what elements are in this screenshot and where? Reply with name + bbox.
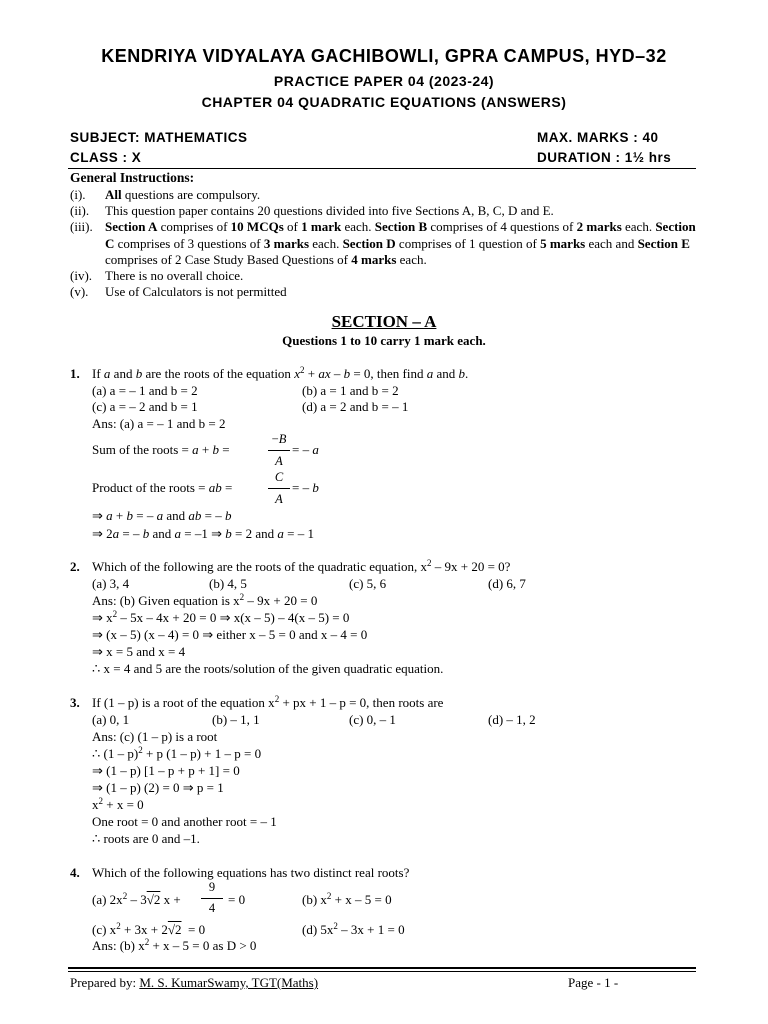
school-name: KENDRIYA VIDYALAYA GACHIBOWLI, GPRA CAMPUS, HYD–32 <box>101 46 667 66</box>
q4-option-a: (a) $2x^2 - 3√2$ x + <box>92 891 181 907</box>
footer-divider <box>68 967 696 969</box>
q4-option-b: (b) $x^2 + x - 5 = 0$ <box>302 891 392 907</box>
q3-step-6: ∴ roots are 0 and –1. <box>92 831 200 846</box>
q1-option-c: (c) a = – 2 and b = 1 <box>92 399 198 414</box>
q1-step-2: ⇒ 2a = – b and a = –1 ⇒ b = 2 and a = – 1 <box>92 526 314 541</box>
instruction-1: (i). All questions are compulsory. <box>70 187 261 202</box>
q2-answer: Ans: (b) Given equation is $x^2 - 9x + 20 = 0$ <box>92 592 318 608</box>
q2-option-b: (b) 4, 5 <box>209 576 247 591</box>
class-label: CLASS : X <box>70 150 142 165</box>
section-title: SECTION – A <box>331 312 437 331</box>
q3-step-4: $x^2 + x = 0$ <box>92 796 144 812</box>
footer-prepared-by: Prepared by: M. S. KumarSwamy, TGT(Maths) <box>70 975 319 990</box>
duration-label: DURATION : 1½ hrs <box>537 150 672 165</box>
q2-option-a: (a) 3, 4 <box>92 576 130 591</box>
q1-text: If a and b are the roots of the equation $x^2$ + ax – b = 0, then find a and b. <box>92 365 469 381</box>
q3-option-a: (a) 0, 1 <box>92 712 130 727</box>
q1-product-fraction-denominator: A <box>275 492 283 506</box>
q1-option-d: (d) a = 2 and b = – 1 <box>302 399 409 414</box>
q3-answer: Ans: (c) (1 – p) is a root <box>92 729 218 744</box>
q3-option-d: (d) – 1, 2 <box>488 712 536 727</box>
max-marks-label: MAX. MARKS : 40 <box>537 130 659 145</box>
instruction-5: (v). Use of Calculators is not permitted <box>70 284 287 299</box>
q1-sum-fraction-bar <box>268 450 290 451</box>
q3-option-c: (c) 0, – 1 <box>349 712 396 727</box>
chapter-title: CHAPTER 04 QUADRATIC EQUATIONS (ANSWERS) <box>201 94 567 110</box>
q4-option-d: (d) $5x^2 - 3x + 1 = 0$ <box>302 921 405 937</box>
q3-step-1: ∴ (1 – p)$^2$ + p (1 – p) + 1 – p = 0 <box>92 745 262 761</box>
q1-number: 1. <box>70 366 80 381</box>
q4-option-a-bar <box>201 898 223 899</box>
paper-title: PRACTICE PAPER 04 (2023-24) <box>273 73 495 89</box>
q4-answer: Ans: (b) $x^2 + x - 5 = 0$ as D > 0 <box>92 937 257 953</box>
q1-option-b: (b) a = 1 and b = 2 <box>302 383 399 398</box>
q2-step-4: ∴ x = 4 and 5 are the roots/solution of the given quadratic equation. <box>92 661 444 676</box>
q3-step-5: One root = 0 and another root = – 1 <box>92 814 277 829</box>
instruction-3: Section A comprises of 10 MCQs of 1 mark each. Section B comprises of 4 questions of 2 marks each. Section C comprises of 3 questions of 3 marks each. Section D comprises of 1 question of 5 marks each and Section E comprises of 2 Case Study Based Questions of 4 marks each. <box>105 219 696 267</box>
footer-author: M. S. KumarSwamy, TGT(Maths) <box>139 975 319 990</box>
instruction-4: (iv). There is no overall choice. <box>70 268 244 283</box>
instruction-2: (ii). This question paper contains 20 questions divided into five Sections A, B, C, D and E. <box>70 203 554 218</box>
q2-number: 2. <box>70 559 80 574</box>
q4-option-a-rhs: = 0 <box>228 892 246 907</box>
q4-option-a-denominator: 4 <box>208 901 216 915</box>
q1-product-fraction-numerator: C <box>274 470 284 484</box>
q2-step-3: ⇒ x = 5 and x = 4 <box>92 644 186 659</box>
q3-step-3: ⇒ (1 – p) (2) = 0 ⇒ p = 1 <box>92 780 224 795</box>
footer-divider-thin <box>68 971 696 972</box>
q1-sum-fraction-denominator: A <box>275 454 283 468</box>
q1-sum-fraction-numerator: −B <box>271 432 287 446</box>
instructions-title: General Instructions: <box>70 170 195 185</box>
section-subtitle: Questions 1 to 10 carry 1 mark each. <box>282 333 486 348</box>
q1-product-result: = – b <box>292 480 319 495</box>
q4-option-a-numerator: 9 <box>208 880 216 894</box>
q2-text: Which of the following are the roots of the quadratic equation, $x^2 - 9x + 20 = 0$? <box>92 558 511 574</box>
q2-step-2: ⇒ (x – 5) (x – 4) = 0 ⇒ either x – 5 = 0 and x – 4 = 0 <box>92 627 368 642</box>
q1-sum-result: = – a <box>292 442 319 457</box>
q2-step-1: ⇒ $x^2 - 5x - 4x + 20 = 0$ ⇒ x(x – 5) – 4(x – 5) = 0 <box>92 609 350 625</box>
footer-page-number: Page - 1 - <box>568 975 619 990</box>
instruction-3-num: (iii). <box>70 219 93 234</box>
q2-option-c: (c) 5, 6 <box>349 576 387 591</box>
q1-option-a: (a) a = – 1 and b = 2 <box>92 383 198 398</box>
q1-sum-of-roots: Sum of the roots = a + b = <box>92 442 230 457</box>
q4-number: 4. <box>70 865 80 880</box>
q3-text: If (1 – p) is a root of the equation $x^2$ + px + 1 – p = 0, then roots are <box>92 694 444 710</box>
q1-product-of-roots: Product of the roots = ab = <box>92 480 233 495</box>
q4-text: Which of the following equations has two distinct real roots? <box>92 865 410 880</box>
subject-label: SUBJECT: MATHEMATICS <box>70 130 248 145</box>
q1-answer: Ans: (a) a = – 1 and b = 2 <box>92 416 226 431</box>
q1-product-fraction-bar <box>268 488 290 489</box>
q4-option-c: (c) $x^2 + 3x + 2√2 = 0$ <box>92 921 206 937</box>
q3-number: 3. <box>70 695 80 710</box>
q3-step-2: ⇒ (1 – p) [1 – p + p + 1] = 0 <box>92 763 240 778</box>
q3-option-b: (b) – 1, 1 <box>212 712 260 727</box>
header-divider <box>68 168 696 169</box>
q2-option-d: (d) 6, 7 <box>488 576 526 591</box>
q1-step-1: ⇒ a + b = – a and ab = – b <box>92 508 232 523</box>
